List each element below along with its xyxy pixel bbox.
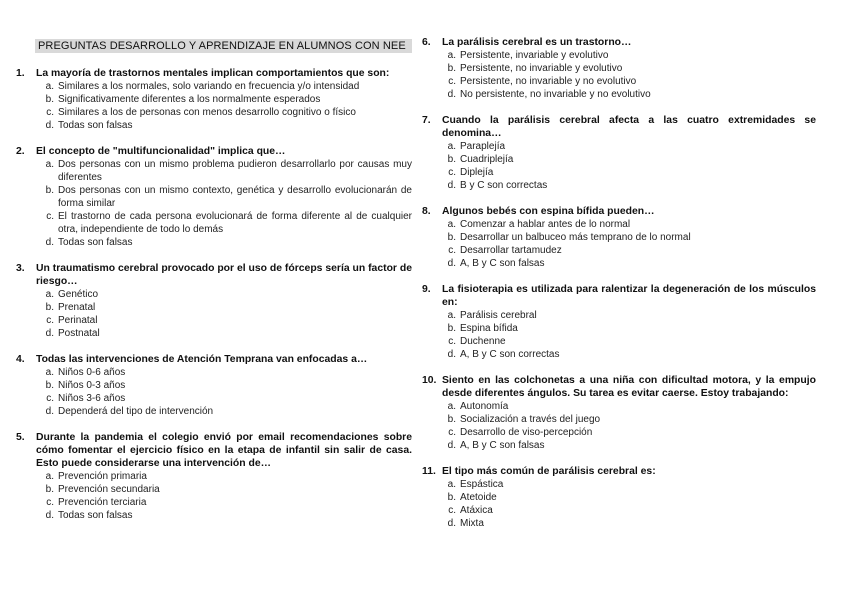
answer-option (16, 236, 412, 249)
question-heading (422, 205, 816, 218)
question-item (422, 465, 816, 530)
answer-option (422, 140, 816, 153)
option-letter: b. (45, 380, 54, 391)
option-text: Prevención terciaria (58, 497, 147, 508)
answer-option (16, 392, 412, 405)
answer-option (422, 478, 816, 491)
option-text: Significativamente diferentes a los normalmente esperados (58, 94, 321, 105)
question-number: 8. (422, 206, 431, 217)
option-text: Todas son falsas (58, 510, 133, 521)
option-text: Similares a los normales, solo variando en frecuencia y/o intensidad (58, 81, 360, 92)
option-letter: a. (447, 50, 456, 61)
question-number: 1. (16, 68, 25, 79)
answer-option (422, 335, 816, 348)
question-number: 9. (422, 284, 431, 295)
answer-option (422, 244, 816, 257)
option-letter: c. (46, 211, 54, 222)
answer-options (16, 158, 412, 249)
question-text: La parálisis cerebral es un trastorno… (442, 37, 632, 48)
option-text: Paraplejía (460, 141, 506, 152)
question-item (422, 36, 816, 101)
option-letter: b. (45, 484, 54, 495)
question-heading (422, 114, 816, 140)
question-text: El tipo más común de parálisis cerebral es: (442, 466, 656, 477)
question-item (16, 353, 412, 418)
answer-option (422, 153, 816, 166)
option-letter: d. (447, 440, 456, 451)
option-letter: b. (447, 323, 456, 334)
option-letter: c. (448, 505, 456, 516)
option-text: A, B y C son correctas (460, 349, 560, 360)
option-text: Autonomía (460, 401, 509, 412)
question-item (16, 431, 412, 522)
answer-options (422, 218, 816, 270)
option-letter: c. (46, 315, 54, 326)
answer-option (422, 257, 816, 270)
option-letter: d. (447, 518, 456, 529)
question-number: 5. (16, 432, 25, 443)
option-letter: c. (46, 497, 54, 508)
question-item (422, 283, 816, 361)
option-letter: a. (447, 401, 456, 412)
answer-option (422, 231, 816, 244)
answer-option (422, 75, 816, 88)
option-letter: b. (45, 94, 54, 105)
question-heading (422, 36, 816, 49)
option-text: Desarrollar un balbuceo más temprano de lo normal (460, 232, 691, 243)
option-letter: b. (45, 302, 54, 313)
answer-option (422, 62, 816, 75)
option-letter: b. (447, 63, 456, 74)
option-text: Dependerá del tipo de intervención (58, 406, 214, 417)
answer-options (16, 470, 412, 522)
option-letter: d. (447, 349, 456, 360)
option-text: A, B y C son falsas (460, 440, 545, 451)
option-letter: c. (448, 245, 456, 256)
answer-option (422, 439, 816, 452)
question-heading (422, 465, 816, 478)
answer-option (16, 327, 412, 340)
option-letter: d. (447, 180, 456, 191)
option-text: Dos personas con un mismo problema pudieron desarrollarlo por causas muy diferentes (58, 159, 412, 183)
answer-option (422, 179, 816, 192)
option-letter: d. (447, 89, 456, 100)
answer-option (16, 106, 412, 119)
option-letter: b. (447, 492, 456, 503)
question-text: Durante la pandemia el colegio envió por email recomendaciones sobre cómo fomentar el ejercicio físico en la etapa de infantil sin salir de casa. Esto puede considerarse una intervención de… (36, 432, 412, 469)
question-number: 10. (422, 375, 437, 386)
option-letter: c. (448, 427, 456, 438)
question-item (422, 205, 816, 270)
answer-option (422, 88, 816, 101)
question-item (422, 114, 816, 192)
answer-option (422, 426, 816, 439)
question-text: La fisioterapia es utilizada para ralentizar la degeneración de los músculos en: (442, 284, 816, 308)
answer-options (16, 80, 412, 132)
option-letter: c. (46, 107, 54, 118)
option-letter: a. (447, 479, 456, 490)
option-text: Niños 3-6 años (58, 393, 126, 404)
answer-options (16, 288, 412, 340)
answer-option (16, 483, 412, 496)
question-heading (422, 374, 816, 400)
option-letter: a. (447, 219, 456, 230)
question-heading (16, 262, 412, 288)
answer-option (422, 322, 816, 335)
option-text: A, B y C son falsas (460, 258, 545, 269)
option-text: Comenzar a hablar antes de lo normal (460, 219, 631, 230)
option-letter: d. (447, 258, 456, 269)
question-text: La mayoría de trastornos mentales implican comportamientos que son: (36, 68, 390, 79)
option-text: Duchenne (460, 336, 506, 347)
right-column (422, 36, 816, 543)
question-heading (16, 431, 412, 470)
option-letter: d. (45, 328, 54, 339)
answer-option (16, 119, 412, 132)
option-text: Socialización a través del juego (460, 414, 601, 425)
option-text: Mixta (460, 518, 484, 529)
question-item (16, 262, 412, 340)
answer-option (16, 288, 412, 301)
question-number: 7. (422, 115, 431, 126)
option-text: Similares a los de personas con menos desarrollo cognitivo o físico (58, 107, 356, 118)
option-text: Perinatal (58, 315, 98, 326)
option-letter: c. (448, 76, 456, 87)
answer-option (422, 517, 816, 530)
option-letter: d. (45, 120, 54, 131)
left-question-list (16, 67, 412, 522)
option-text: Prevención secundaria (58, 484, 160, 495)
question-item (16, 145, 412, 249)
question-heading (16, 145, 412, 158)
answer-option (16, 405, 412, 418)
question-text: Cuando la parálisis cerebral afecta a las cuatro extremidades se denomina… (442, 115, 816, 139)
option-letter: a. (45, 289, 54, 300)
document-title: PREGUNTAS DESARROLLO Y APRENDIZAJE EN ALUMNOS CON NEE (35, 39, 412, 53)
question-number: 3. (16, 263, 25, 274)
question-number: 6. (422, 37, 431, 48)
option-letter: a. (45, 159, 54, 170)
answer-options (422, 49, 816, 101)
option-text: Niños 0-3 años (58, 380, 126, 391)
option-text: Todas son falsas (58, 120, 133, 131)
option-text: Prevención primaria (58, 471, 147, 482)
option-text: Postnatal (58, 328, 100, 339)
answer-option (422, 348, 816, 361)
question-item (16, 67, 412, 132)
option-text: Todas son falsas (58, 237, 133, 248)
question-heading (16, 353, 412, 366)
question-heading (422, 283, 816, 309)
answer-option (16, 470, 412, 483)
question-text: Un traumatismo cerebral provocado por el uso de fórceps sería un factor de riesgo… (36, 263, 412, 287)
option-text: Persistente, no invariable y evolutivo (460, 63, 623, 74)
answer-option (422, 504, 816, 517)
option-letter: b. (447, 414, 456, 425)
question-number: 4. (16, 354, 25, 365)
answer-options (422, 309, 816, 361)
question-text: Siento en las colchonetas a una niña con dificultad motora, y la empujo desde diferentes ángulos. Su tarea es evitar caerse. Estoy trabajando: (442, 375, 816, 399)
question-number: 2. (16, 146, 25, 157)
option-letter: d. (45, 406, 54, 417)
question-item (422, 374, 816, 452)
answer-option (422, 166, 816, 179)
answer-option (422, 309, 816, 322)
option-letter: a. (45, 81, 54, 92)
answer-option (16, 210, 412, 236)
question-heading (16, 67, 412, 80)
answer-option (16, 366, 412, 379)
option-text: Desarrollo de viso-percepción (460, 427, 593, 438)
answer-options (16, 366, 412, 418)
option-text: Atetoide (460, 492, 497, 503)
option-letter: a. (45, 367, 54, 378)
option-text: No persistente, no invariable y no evolutivo (460, 89, 651, 100)
option-text: B y C son correctas (460, 180, 548, 191)
option-text: Cuadriplejía (460, 154, 514, 165)
answer-options (422, 478, 816, 530)
left-column (16, 36, 412, 535)
option-letter: c. (448, 336, 456, 347)
option-letter: d. (45, 510, 54, 521)
option-text: Dos personas con un mismo contexto, genética y desarrollo evolucionarán de forma similar (58, 185, 412, 209)
option-letter: b. (447, 154, 456, 165)
answer-option (422, 49, 816, 62)
answer-option (422, 491, 816, 504)
option-letter: c. (448, 167, 456, 178)
option-text: Genético (58, 289, 99, 300)
option-text: Diplejía (460, 167, 494, 178)
option-letter: b. (45, 185, 54, 196)
answer-option (16, 509, 412, 522)
answer-options (422, 400, 816, 452)
answer-option (16, 496, 412, 509)
question-text: El concepto de "multifuncionalidad" implica que… (36, 146, 286, 157)
answer-option (16, 301, 412, 314)
option-text: El trastorno de cada persona evolucionará de forma diferente al de cualquier otra, independiente de todo lo demás (58, 211, 412, 235)
answer-option (422, 218, 816, 231)
option-text: Prenatal (58, 302, 96, 313)
option-text: Espástica (460, 479, 504, 490)
question-text: Todas las intervenciones de Atención Temprana van enfocadas a… (36, 354, 368, 365)
option-letter: b. (447, 232, 456, 243)
option-text: Persistente, no invariable y no evolutivo (460, 76, 637, 87)
question-number: 11. (422, 466, 436, 477)
option-letter: a. (447, 141, 456, 152)
answer-option (422, 400, 816, 413)
option-letter: a. (45, 471, 54, 482)
option-text: Desarrollar tartamudez (460, 245, 562, 256)
answer-option (16, 184, 412, 210)
option-text: Espina bífida (460, 323, 518, 334)
answer-option (16, 379, 412, 392)
option-text: Atáxica (460, 505, 493, 516)
option-text: Niños 0-6 años (58, 367, 126, 378)
answer-option (16, 80, 412, 93)
option-text: Parálisis cerebral (460, 310, 537, 321)
option-text: Persistente, invariable y evolutivo (460, 50, 609, 61)
option-letter: c. (46, 393, 54, 404)
answer-option (422, 413, 816, 426)
question-text: Algunos bebés con espina bífida pueden… (442, 206, 655, 217)
answer-options (422, 140, 816, 192)
option-letter: d. (45, 237, 54, 248)
right-question-list (422, 36, 816, 530)
answer-option (16, 314, 412, 327)
answer-option (16, 158, 412, 184)
option-letter: a. (447, 310, 456, 321)
answer-option (16, 93, 412, 106)
